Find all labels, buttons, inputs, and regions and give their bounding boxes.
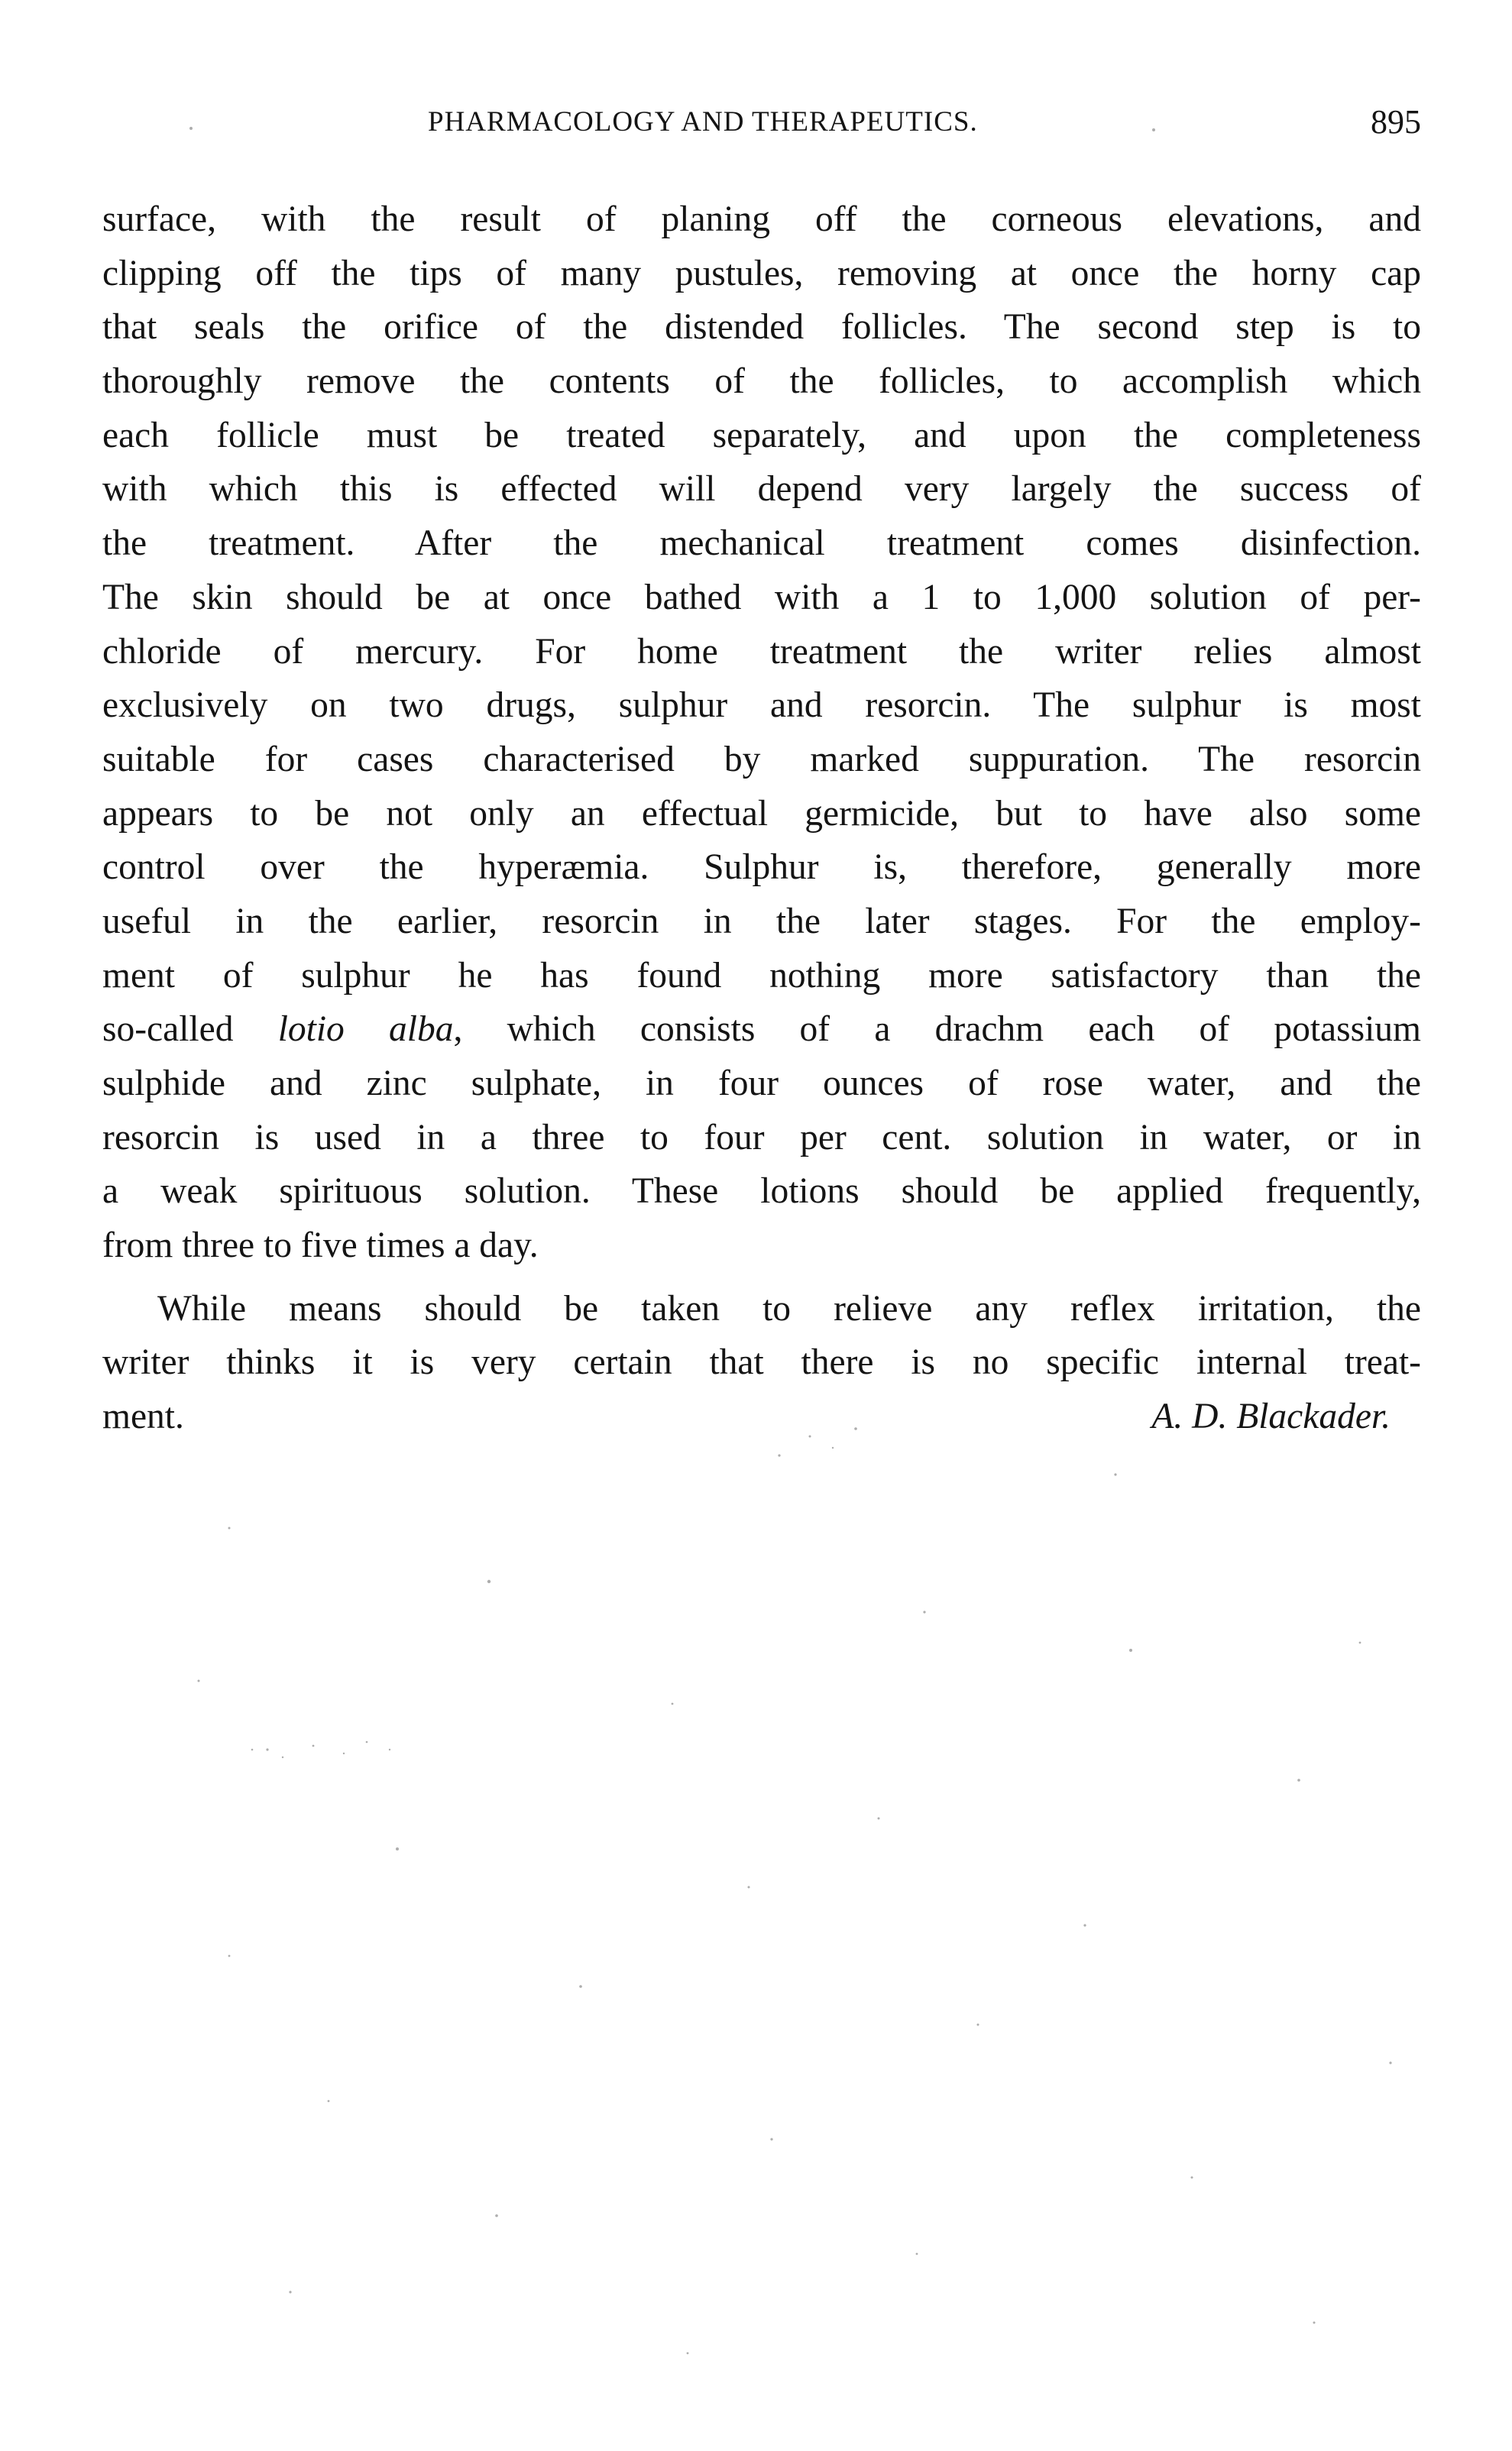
page-number: 895 [1371,103,1421,141]
text-line: clipping off the tips of many pustules, removing at once the horny cap [102,253,1421,293]
text-line: a weak spirituous solution. These lotions should be applied frequently, [102,1171,1421,1212]
text-line: appears to be not only an effectual germicide, but to have also some [102,793,1421,834]
text-line: surface, with the result of planing off the corneous elevations, and [102,199,1421,239]
text-line: writer thinks it is very certain that there is no specific internal treat- [102,1342,1421,1383]
text-line: While means should be taken to relieve any reflex irritation, the [157,1288,1421,1329]
text-line: thoroughly remove the contents of the follicles, to accomplish which [102,361,1421,402]
running-title: PHARMACOLOGY AND THERAPEUTICS. [428,106,978,138]
text-line: suitable for cases characterised by marked suppuration. The resorcin [102,739,1421,779]
text-line: ment. [102,1397,184,1437]
text-line: useful in the earlier, resorcin in the later stages. For the employ- [102,901,1421,941]
text-line: exclusively on two drugs, sulphur and resorcin. The sulphur is most [102,685,1421,726]
text-line: with which this is effected will depend very largely the success of [102,469,1421,510]
text-line: chloride of mercury. For home treatment the writer relies almost [102,631,1421,672]
text-line: from three to five times a day. [102,1226,539,1266]
text-line: that seals the orifice of the distended follicles. The second step is to [102,307,1421,348]
text-line: control over the hyperæmia. Sulphur is, therefore, generally more [102,847,1421,888]
text-line: The skin should be at once bathed with a 1 to 1,000 solution of per- [102,577,1421,617]
text-line-lotio-alba: so-called lotio alba, which consists of a drachm each of potassium [102,1009,1421,1050]
text-line: ment of sulphur he has found nothing more satisfactory than the [102,955,1421,996]
latin-term: lotio alba [277,1009,454,1050]
text-line: each follicle must be treated separately, and upon the completeness [102,415,1421,455]
author-signature: A. D. Blackader. [1151,1397,1391,1437]
text-line: resorcin is used in a three to four per cent. solution in water, or in [102,1117,1421,1158]
text-line: the treatment. After the mechanical treatment comes disinfection. [102,523,1421,564]
text-line: sulphide and zinc sulphate, in four ounces of rose water, and the [102,1064,1421,1103]
